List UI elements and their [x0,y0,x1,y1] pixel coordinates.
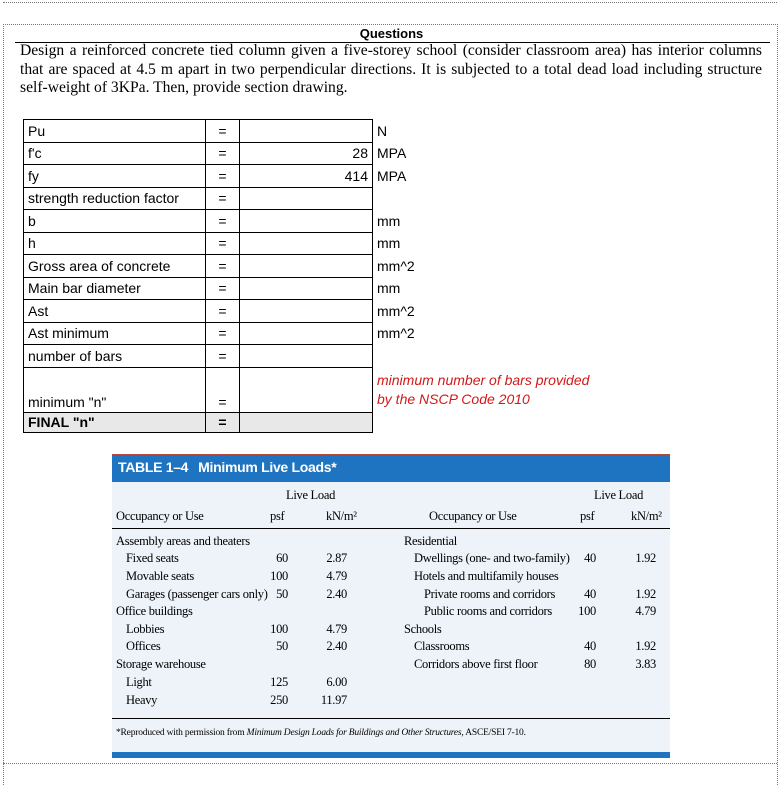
calc-label: h [24,232,206,255]
equals-sign: = [206,232,240,255]
calc-unit: mm [377,212,401,229]
kn-value: 1.92 [635,551,656,565]
occupancy-name: Garages (passenger cars only) [126,587,268,601]
kn-value: 2.40 [326,587,347,601]
table-number: TABLE 1–4 [118,459,189,475]
calc-unit: mm [377,235,401,252]
calc-row [24,367,612,412]
calc-unit: mm [377,280,401,297]
calc-unit [373,345,612,368]
kn-value: 1.92 [635,639,656,653]
calc-unit: MPA [377,167,407,184]
table-header-rule [112,528,670,529]
calc-row [24,142,612,165]
psf-value: 250 [270,693,288,707]
psf-value: 40 [584,639,596,653]
psf-value: 50 [276,587,288,601]
occupancy-name: Schools [404,622,442,636]
occupancy-name: Private rooms and corridors [424,587,556,601]
calc-value: 28 [240,142,373,165]
calc-value: 414 [240,165,373,188]
calc-value [240,345,373,368]
kn-header-right: kN/m² [631,509,662,523]
psf-value: 80 [584,657,596,671]
equals-sign: = [206,277,240,300]
calc-value [240,255,373,278]
calc-label: Gross area of concrete [24,255,206,278]
kn-value: 1.92 [635,587,656,601]
calc-label: Ast minimum [24,322,206,345]
kn-value: 6.00 [326,675,347,689]
equals-sign: = [206,412,240,432]
calc-unit: mm^2 [377,325,415,342]
occupancy-name: Assembly areas and theaters [116,534,250,548]
calc-row [24,345,612,368]
psf-value: 100 [578,604,596,618]
occupancy-name: Corridors above first floor [414,657,538,671]
calc-label: f'c [24,142,206,165]
equals-sign: = [206,322,240,345]
kn-value: 2.87 [326,551,347,565]
equals-sign: = [206,142,240,165]
table-footnote: *Reproduced with permission from Minimum Design Loads for Buildings and Other Structures, ASCE/SEI 7-10. [116,728,526,738]
calc-value [240,367,373,412]
calc-row [24,232,612,255]
calc-row [24,165,612,188]
kn-value: 4.79 [326,569,347,583]
occupancy-name: Residential [404,534,457,548]
equals-sign: = [206,300,240,323]
calc-row [24,277,612,300]
calculation-table [23,119,612,433]
occupancy-name: Light [126,675,152,689]
calc-label: FINAL "n" [24,412,206,432]
calc-row [24,120,612,143]
calc-label: fy [24,165,206,188]
calc-row [24,300,612,323]
calc-label: b [24,210,206,233]
occupancy-name: Classrooms [414,639,470,653]
occupancy-name: Movable seats [126,569,194,583]
kn-value: 4.79 [635,604,656,618]
kn-value: 2.40 [326,639,347,653]
calc-label: Ast [24,300,206,323]
occupancy-name: Fixed seats [126,551,179,565]
occupancy-name: Dwellings (one- and two-family) [414,551,570,565]
kn-value: 11.97 [320,693,347,707]
kn-header-left: kN/m² [326,509,357,523]
psf-value: 40 [584,551,596,565]
calc-row [24,255,612,278]
table-header-bar [112,454,670,482]
occupancy-name: Public rooms and corridors [424,604,552,618]
equals-sign: = [206,120,240,143]
calc-value [240,232,373,255]
calc-label: Main bar diameter [24,277,206,300]
calc-label: minimum "n" [24,367,206,412]
occupancy-name: Hotels and multifamily houses [414,569,559,583]
equals-sign: = [206,255,240,278]
calc-label: strength reduction factor [24,187,206,210]
table-title [118,459,336,475]
calc-unit [373,412,612,432]
psf-header-left: psf [270,509,285,523]
top-dotted-border [3,2,777,3]
live-load-table [112,454,670,758]
calc-value [240,322,373,345]
table-footer-rule [112,718,670,719]
occupancy-header-left: Occupancy or Use [116,509,204,523]
psf-value: 50 [276,639,288,653]
calc-value [240,277,373,300]
kn-value: 3.83 [635,657,656,671]
psf-value: 60 [276,551,288,565]
calc-value [240,300,373,323]
calc-value [240,187,373,210]
occupancy-header-right: Occupancy or Use [429,509,517,523]
equals-sign: = [206,210,240,233]
calc-unit [373,187,612,210]
calc-value [240,210,373,233]
live-load-group-header-left: Live Load [286,488,336,502]
kn-value: 4.79 [326,622,347,636]
calc-unit: mm^2 [377,302,415,319]
calc-value [240,412,373,432]
occupancy-name: Storage warehouse [116,657,206,671]
live-load-group-header-right: Live Load [594,488,644,502]
questions-title: Questions [359,26,424,41]
occupancy-name: Heavy [126,693,158,707]
question-text: Design a reinforced concrete tied column given a five-storey school (consider classroom area) has interior columns that are spaced at 4.5 m apart in two perpendicular directions. It is subjected to a total dead load including structure self-weight of 3KPa. Then, provide section drawing. [20,42,762,96]
calc-row [24,187,612,210]
calc-row [24,322,612,345]
equals-sign: = [206,165,240,188]
table-bottom-bar [112,752,670,758]
psf-value: 100 [270,569,288,583]
psf-value: 125 [270,675,288,689]
calc-value [240,120,373,143]
calc-label: Pu [24,120,206,143]
equals-sign: = [206,345,240,368]
calc-unit: N [377,122,388,139]
equals-sign: = [206,187,240,210]
calc-unit: mm^2 [377,257,415,274]
calc-row [24,210,612,233]
calc-label: number of bars [24,345,206,368]
occupancy-name: Lobbies [126,622,165,636]
psf-value: 100 [270,622,288,636]
occupancy-name: Office buildings [116,604,193,618]
equals-sign: = [206,367,240,412]
occupancy-name: Offices [126,639,161,653]
code-note: minimum number of bars provided by the NSCP Code 2010 [377,371,590,407]
calc-row [24,412,612,432]
psf-header-right: psf [580,509,595,523]
table-subtitle: Minimum Live Loads* [198,459,337,475]
calc-unit: MPA [377,145,407,162]
psf-value: 40 [584,587,596,601]
bottom-dotted-border [3,763,777,764]
